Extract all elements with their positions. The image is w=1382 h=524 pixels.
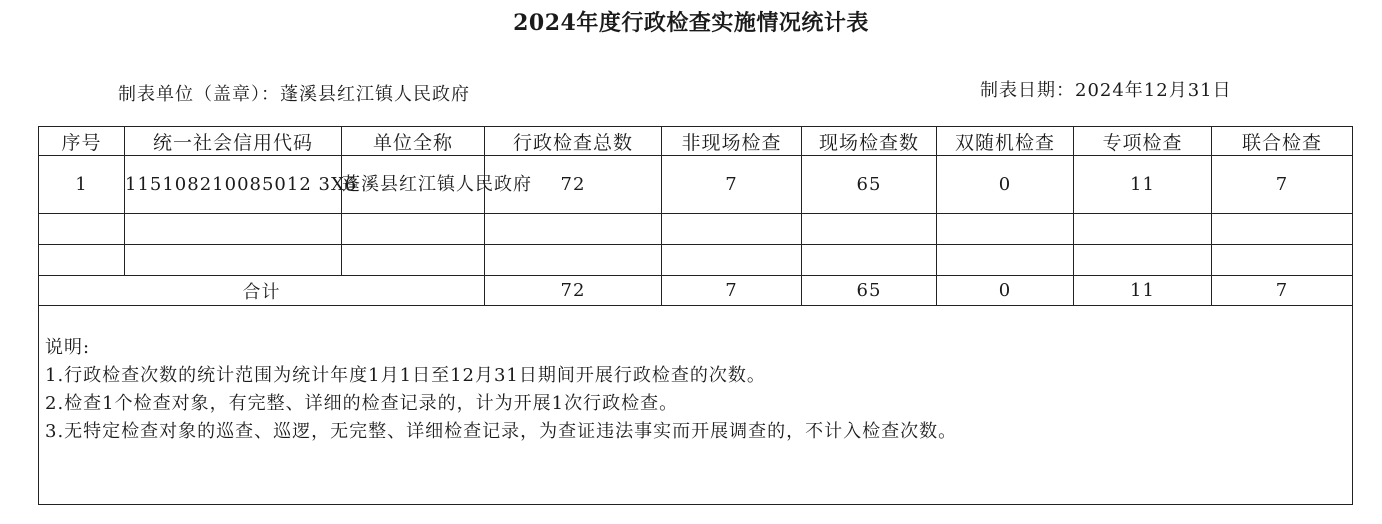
cell-offsite: 7 — [662, 156, 802, 214]
empty-cell — [937, 245, 1074, 276]
total-special: 11 — [1074, 276, 1212, 306]
notes-row — [39, 306, 1353, 505]
empty-cell — [937, 214, 1074, 245]
empty-cell — [125, 245, 342, 276]
empty-cell — [1074, 245, 1212, 276]
note-line-3: 3.无特定检查对象的巡查、巡逻，无完整、详细检查记录，为查证违法事实而开展调查的，不计入检查次数。 — [45, 421, 958, 442]
table-row-empty — [39, 245, 1353, 276]
cell-unit-name: 蓬溪县红江镇人民政府 — [342, 156, 485, 214]
org-label: 制表单位（盖章）：蓬溪县红江镇人民政府 — [118, 84, 470, 105]
header-onsite: 现场检查数 — [802, 127, 937, 156]
cell-credit-code: 115108210085012 3X6 — [125, 156, 342, 214]
date-label: 制表日期：2024年12月31日 — [980, 80, 1232, 101]
table-row — [39, 156, 1353, 214]
total-onsite: 65 — [802, 276, 937, 306]
cell-joint: 7 — [1212, 156, 1353, 214]
total-joint: 7 — [1212, 276, 1353, 306]
header-index: 序号 — [39, 127, 125, 156]
empty-cell — [342, 245, 485, 276]
empty-cell — [802, 214, 937, 245]
cell-random: 0 — [937, 156, 1074, 214]
cell-total: 72 — [485, 156, 662, 214]
table-total-row — [39, 276, 1353, 306]
header-total-inspections: 行政检查总数 — [485, 127, 662, 156]
total-sum: 72 — [485, 276, 662, 306]
cell-onsite: 65 — [802, 156, 937, 214]
cell-special: 11 — [1074, 156, 1212, 214]
empty-cell — [1212, 245, 1353, 276]
empty-cell — [125, 214, 342, 245]
empty-cell — [485, 214, 662, 245]
empty-cell — [662, 214, 802, 245]
empty-cell — [1212, 214, 1353, 245]
notes-cell — [39, 306, 1353, 505]
empty-cell — [1074, 214, 1212, 245]
note-line-1: 1.行政检查次数的统计范围为统计年度1月1日至12月31日期间开展行政检查的次数。 — [45, 365, 766, 386]
total-offsite: 7 — [662, 276, 802, 306]
header-special: 专项检查 — [1074, 127, 1212, 156]
header-offsite: 非现场检查 — [662, 127, 802, 156]
empty-cell — [662, 245, 802, 276]
table-row-empty — [39, 214, 1353, 245]
header-joint: 联合检查 — [1212, 127, 1353, 156]
empty-cell — [342, 214, 485, 245]
header-double-random: 双随机检查 — [937, 127, 1074, 156]
empty-cell — [802, 245, 937, 276]
statistics-table — [38, 126, 1353, 505]
empty-cell — [485, 245, 662, 276]
total-random: 0 — [937, 276, 1074, 306]
cell-index: 1 — [39, 156, 125, 214]
header-credit-code: 统一社会信用代码 — [125, 127, 342, 156]
total-label: 合计 — [39, 276, 485, 306]
page-title: 2024年度行政检查实施情况统计表 — [513, 10, 869, 36]
header-unit-name: 单位全称 — [342, 127, 485, 156]
empty-cell — [39, 245, 125, 276]
notes-heading: 说明: — [45, 337, 91, 358]
empty-cell — [39, 214, 125, 245]
table-header-row — [39, 127, 1353, 156]
note-line-2: 2.检查1个检查对象，有完整、详细的检查记录的，计为开展1次行政检查。 — [45, 393, 679, 414]
